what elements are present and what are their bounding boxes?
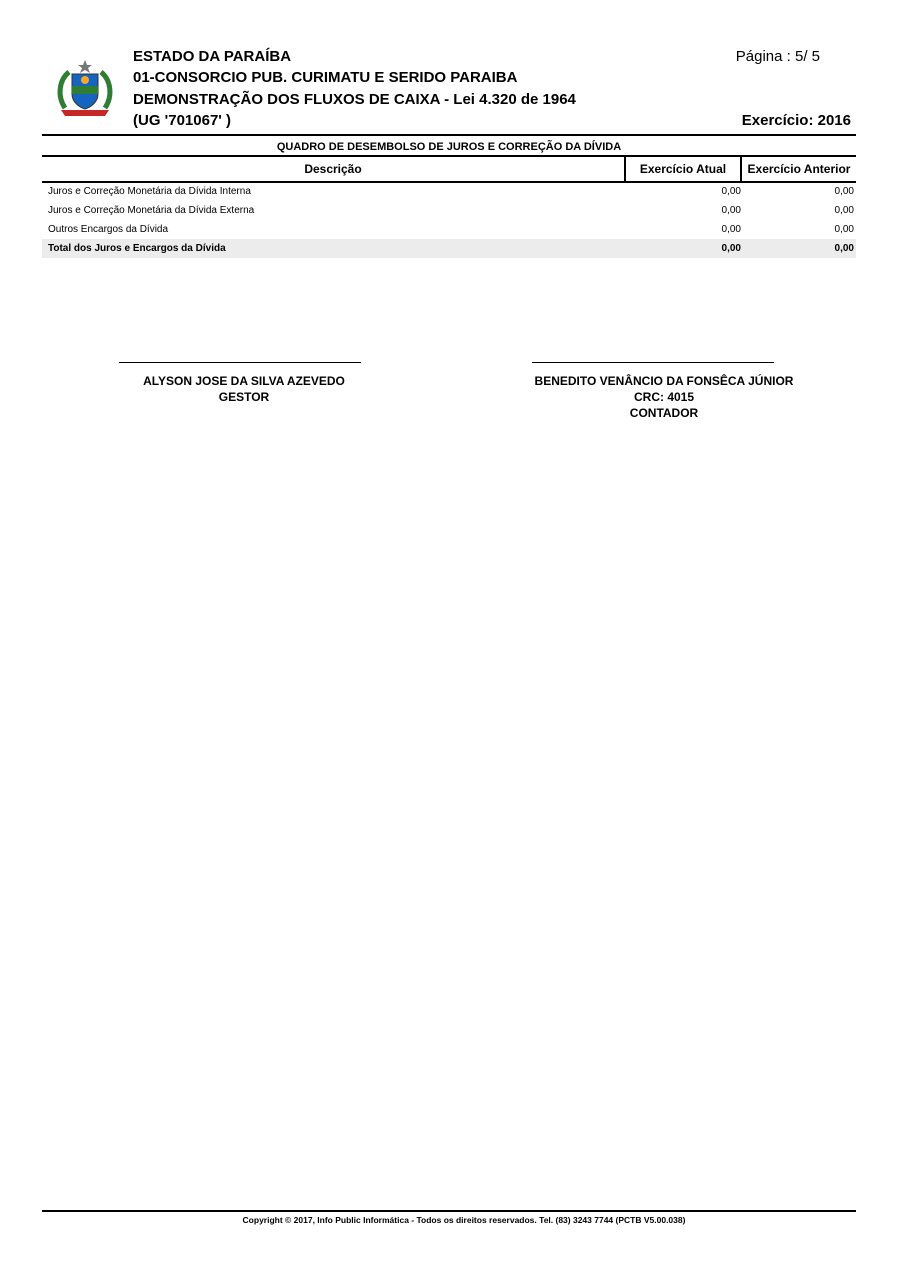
gestor-name: ALYSON JOSE DA SILVA AZEVEDO xyxy=(143,374,345,388)
table-total-row xyxy=(42,239,856,258)
total-description: Total dos Juros e Encargos da Dívida xyxy=(48,243,226,254)
signature-line-gestor xyxy=(119,362,361,363)
row-value-anterior: 0,00 xyxy=(834,186,854,197)
contador-role: CONTADOR xyxy=(629,406,699,420)
signature-line-contador xyxy=(532,362,774,363)
footer-divider xyxy=(42,1210,856,1212)
column-header-exercicio-anterior: Exercício Anterior xyxy=(747,162,851,176)
column-header-descricao: Descrição xyxy=(42,157,626,181)
entity-name: 01-CONSORCIO PUB. CURIMATU E SERIDO PARAIBA xyxy=(133,69,518,86)
row-value-anterior: 0,00 xyxy=(834,205,854,216)
fiscal-year: Exercício: 2016 xyxy=(741,112,851,129)
gestor-role: GESTOR xyxy=(218,390,270,404)
total-value-anterior: 0,00 xyxy=(834,243,854,254)
report-title: DEMONSTRAÇÃO DOS FLUXOS DE CAIXA - Lei 4.320 de 1964 xyxy=(133,91,576,108)
page-number: Página : 5/ 5 xyxy=(735,48,820,65)
row-description: Juros e Correção Monetária da Dívida Externa xyxy=(48,205,255,216)
table-row xyxy=(42,182,856,201)
signature-block-contador xyxy=(499,373,829,421)
table-row xyxy=(42,201,856,220)
ug-code: (UG '701067' ) xyxy=(133,112,232,129)
table-header xyxy=(42,157,856,183)
row-value-anterior: 0,00 xyxy=(834,224,854,235)
contador-name: BENEDITO VENÂNCIO DA FONSÊCA JÚNIOR xyxy=(534,374,794,388)
state-coat-of-arms-icon xyxy=(55,58,115,118)
row-value-atual: 0,00 xyxy=(721,186,741,197)
footer-copyright: Copyright © 2017, Info Public Informática - Todos os direitos reservados. Tel. (83) 3243 7744 (PCTB V5.00.038) xyxy=(242,1215,686,1225)
signature-block-gestor xyxy=(79,373,409,405)
total-value-atual: 0,00 xyxy=(721,243,741,254)
row-value-atual: 0,00 xyxy=(721,205,741,216)
header-divider xyxy=(42,134,856,136)
row-description: Juros e Correção Monetária da Dívida Interna xyxy=(48,186,251,197)
section-title: QUADRO DE DESEMBOLSO DE JUROS E CORREÇÃO DA DÍVIDA xyxy=(276,141,622,153)
state-name: ESTADO DA PARAÍBA xyxy=(133,48,292,65)
row-value-atual: 0,00 xyxy=(721,224,741,235)
table-row xyxy=(42,220,856,239)
row-description: Outros Encargos da Dívida xyxy=(48,224,169,235)
contador-crc: CRC: 4015 xyxy=(633,390,695,404)
column-header-exercicio-atual: Exercício Atual xyxy=(626,157,742,181)
